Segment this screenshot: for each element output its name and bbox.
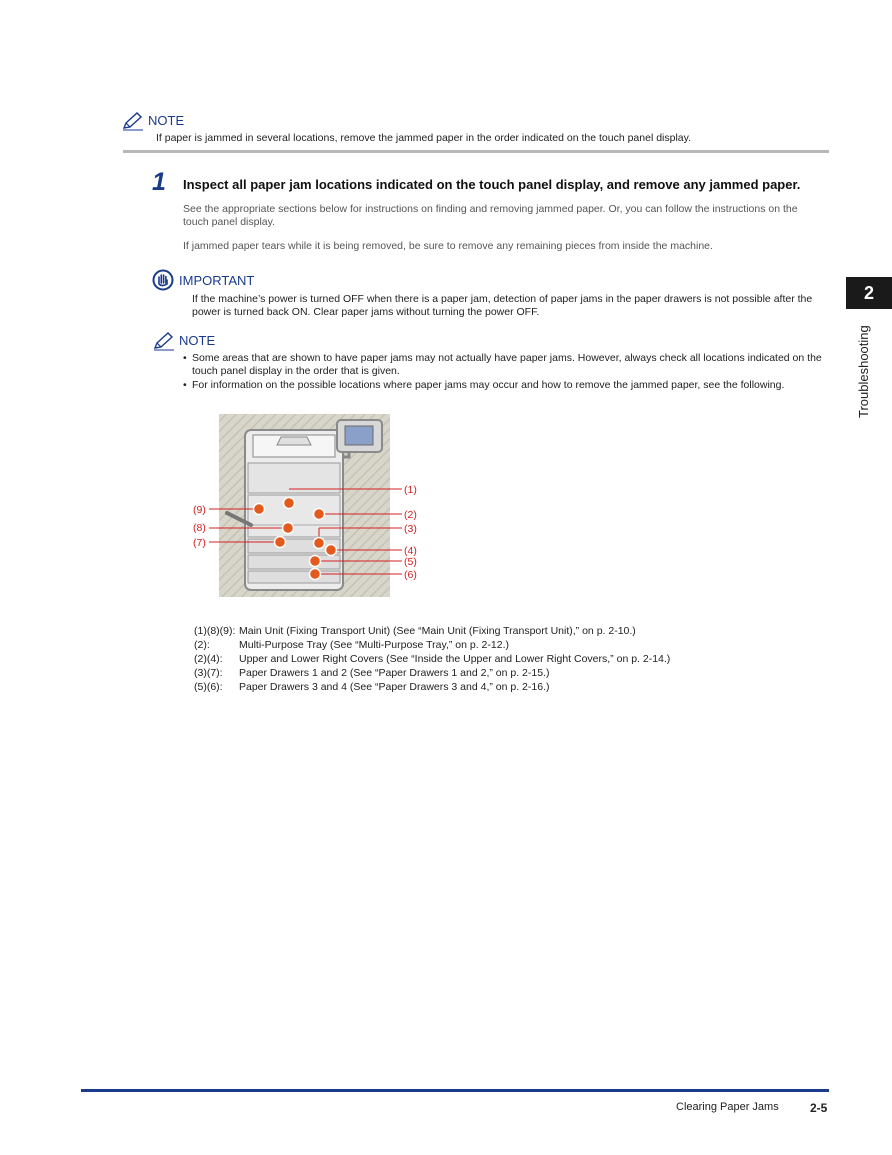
- note-text: If paper is jammed in several locations, remove the jammed paper in the order indicated on the touch panel display.: [156, 132, 692, 144]
- note-title: NOTE: [179, 333, 216, 348]
- page-number: 2-5: [810, 1101, 828, 1115]
- footer-section-title: Clearing Paper Jams: [676, 1101, 779, 1113]
- legend-text: Paper Drawers 3 and 4 (See “Paper Drawers 3 and 4,” on p. 2-16.): [239, 681, 550, 693]
- legend-key: (2):: [194, 639, 210, 651]
- chapter-tab[interactable]: 2: [846, 277, 892, 309]
- legend-key: (3)(7):: [194, 667, 223, 679]
- list-item: • For information on the possible locations where paper jams may occur and how to remove the jammed paper, see the following.: [183, 379, 828, 392]
- pencil-note-icon: [152, 331, 176, 351]
- legend-text: Main Unit (Fixing Transport Unit) (See “Main Unit (Fixing Transport Unit),” on p. 2-10.): [239, 625, 636, 637]
- callout-label: (1): [404, 484, 417, 496]
- divider: [123, 150, 829, 153]
- callout-label: (6): [404, 569, 417, 581]
- location-legend: [194, 624, 670, 694]
- note-title: NOTE: [148, 113, 185, 128]
- hand-stop-icon: [152, 269, 174, 291]
- important-title: IMPORTANT: [179, 273, 255, 288]
- legend-key: (5)(6):: [194, 681, 223, 693]
- legend-row: [194, 680, 670, 694]
- step-paragraph: If jammed paper tears while it is being removed, be sure to remove any remaining pieces from inside the machine.: [183, 240, 713, 252]
- callout-label: (9): [193, 504, 206, 516]
- step-number: 1: [152, 168, 166, 196]
- pencil-note-icon: [121, 111, 145, 131]
- note-bullet-list: [183, 352, 828, 393]
- important-text: If the machine’s power is turned OFF when there is a paper jam, detection of paper jams in the paper drawers is not possible after the power is turned back ON. Clear paper jams without turning the power OFF.: [192, 293, 813, 318]
- step-paragraph: See the appropriate sections below for instructions on finding and removing jammed paper. Or, you can follow the instructions on the touch panel display.: [183, 203, 798, 228]
- callout-label: (4): [404, 545, 417, 557]
- chapter-side-label: Troubleshooting: [856, 325, 871, 418]
- callout-label: (5): [404, 556, 417, 568]
- paper-jam-location-diagram: [185, 405, 430, 605]
- legend-row: [194, 652, 670, 666]
- callout-label: (3): [404, 523, 417, 535]
- step-heading: Inspect all paper jam locations indicated on the touch panel display, and remove any jammed paper.: [183, 177, 801, 192]
- legend-row: [194, 638, 670, 652]
- legend-key: (1)(8)(9):: [194, 625, 236, 637]
- callout-label: (2): [404, 509, 417, 521]
- legend-row: [194, 666, 670, 680]
- legend-row: [194, 624, 670, 638]
- legend-text: Multi-Purpose Tray (See “Multi-Purpose Tray,” on p. 2-12.): [239, 639, 509, 651]
- callout-label: (8): [193, 522, 206, 534]
- legend-text: Upper and Lower Right Covers (See “Inside the Upper and Lower Right Covers,” on p. 2-14.): [239, 653, 671, 665]
- legend-text: Paper Drawers 1 and 2 (See “Paper Drawers 1 and 2,” on p. 2-15.): [239, 667, 550, 679]
- callout-label: (7): [193, 537, 206, 549]
- footer-divider: [81, 1089, 829, 1092]
- list-item: • Some areas that are shown to have paper jams may not actually have paper jams. However, always check all locations indicated on the touch panel display in the order that is given.: [183, 352, 828, 378]
- legend-key: (2)(4):: [194, 653, 223, 665]
